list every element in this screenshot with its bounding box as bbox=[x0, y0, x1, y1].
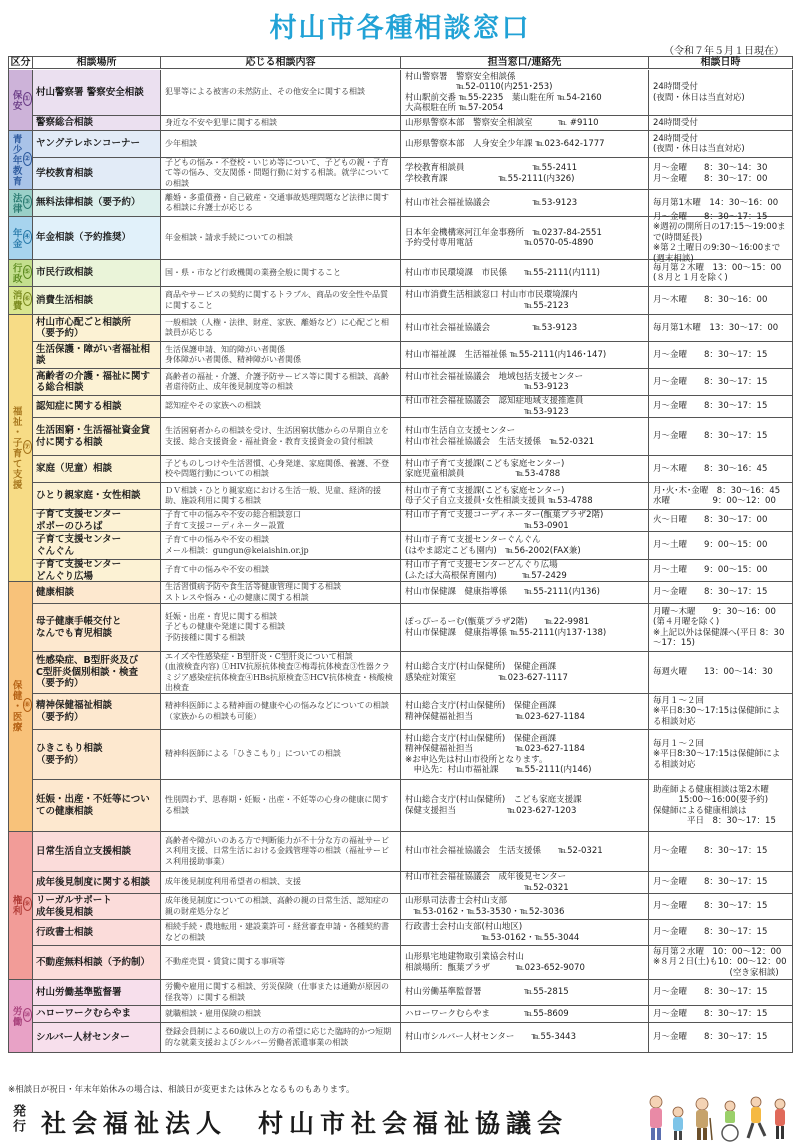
consult-content: 子どものしつけや生活習慣、心身発達、家庭関係、養護、不登校や問題行動についての相談 bbox=[161, 456, 401, 483]
consult-content: 生活保護申請、知的障がい者関係 身体障がい者関係、精神障がい者関係 bbox=[161, 342, 401, 369]
consult-place-name: ひきこもり相談 （要予約） bbox=[33, 730, 161, 780]
consultation-table bbox=[8, 56, 793, 1053]
consult-hours: 月～金曜 8：30～17：15 bbox=[649, 920, 793, 946]
contact-info: 学校教育相談員 ℡55-2411 学校教育課 ℡55-2111(内326) bbox=[401, 158, 649, 190]
consult-hours: 月～土曜 9：00～15：00 bbox=[649, 560, 793, 582]
consult-place-name: 子育て支援センター どんぐり広場 bbox=[33, 560, 161, 582]
contact-info: 村山市子育て支援課(こども家庭センター) 母子父子自立支援員･女性相談支援員 ℡53-4788 bbox=[401, 483, 649, 510]
contact-info: 村山市社会福祉協議会 地域包括支援センター ℡53-9123 bbox=[401, 369, 649, 396]
contact-info: ぽっぴーるーむ(甑葉プラザ2階) ℡22-9981 村山市保健課 健康指導係 ℡55-2111(内137･138) bbox=[401, 604, 649, 652]
consult-place-name: 村山労働基準監督署 bbox=[33, 980, 161, 1006]
category-number: ⑧ bbox=[23, 698, 33, 712]
contact-info: 村山市社会福祉協議会 生活支援係 ℡52-0321 bbox=[401, 832, 649, 872]
consult-content: 登録会員制による60歳以上の方の希望に応じた臨時的かつ短期的な就業支援およびシルバー労働者派遣事業の相談 bbox=[161, 1023, 401, 1053]
consult-hours: 毎月第1木曜 13：30～17：00 bbox=[649, 315, 793, 342]
contact-info: 村山市子育て支援センターどんぐり広場 (ふたば大高根保育園内) ℡57-2429 bbox=[401, 560, 649, 582]
contact-info: 村山市子育て支援課(こども家庭センター) 家庭児童相談員 ℡53-4788 bbox=[401, 456, 649, 483]
contact-info: 村山市シルバー人材センター ℡55-3443 bbox=[401, 1023, 649, 1053]
contact-info: 山形県警察本部 人身安全少年課 ℡023-642-1777 bbox=[401, 131, 649, 158]
contact-info: 村山市市民環境課 市民係 ℡55-2111(内111) bbox=[401, 260, 649, 287]
consult-hours: 月～金曜 8：30～14：30 月～金曜 8：30～17：00 bbox=[649, 158, 793, 190]
consult-place-name: ハローワークむらやま bbox=[33, 1006, 161, 1023]
category-label: 労働 bbox=[10, 1005, 22, 1027]
category-label: 青少年教育 bbox=[10, 133, 22, 187]
contact-info: 村山労働基準監督署 ℡55-2815 bbox=[401, 980, 649, 1006]
person-icon bbox=[650, 1096, 662, 1140]
consult-content: 性別問わず、思春期・妊娠・出産・不妊等の心身の健康に関する相談 bbox=[161, 780, 401, 832]
consult-content: 年金相談・請求手続についての相談 bbox=[161, 217, 401, 260]
consult-content: 子育て中の悩みや不安の相談 メール相談：gungun@keiaishin.or.jp bbox=[161, 532, 401, 560]
consult-content: 子どもの悩み・不登校・いじめ等について、子どもの親・子育て等の悩み、交友関係・問題行動に対する相談。就学についての相談 bbox=[161, 158, 401, 190]
category-number: ⑨ bbox=[23, 897, 33, 911]
category-label: 行政 bbox=[10, 262, 22, 284]
consult-content: 精神科医師による「ひきこもり」についての相談 bbox=[161, 730, 401, 780]
worker-icon bbox=[775, 1099, 785, 1139]
runner-icon bbox=[748, 1097, 765, 1138]
category-number: ⑩ bbox=[23, 1008, 33, 1022]
category-cell bbox=[9, 980, 33, 1053]
consult-place-name: 無料法律相談（要予約） bbox=[33, 190, 161, 217]
contact-info: 村山総合支庁(村山保健所) 保健企画課 精神保健福祉担当 ℡023-627-1184 bbox=[401, 694, 649, 730]
consult-place-name: 学校教育相談 bbox=[33, 158, 161, 190]
consult-hours: 毎週火曜 13：00～14：30 bbox=[649, 652, 793, 694]
contact-info: 山形県宅地建物取引業協会村山 相談場所：甑葉プラザ ℡023-652-9070 bbox=[401, 946, 649, 980]
contact-info: 村山市社会福祉協議会 認知症地域支援推進員 ℡53-9123 bbox=[401, 396, 649, 418]
contact-info: 村山市保健課 健康指導係 ℡55-2111(内136) bbox=[401, 582, 649, 604]
consult-place-name: 健康相談 bbox=[33, 582, 161, 604]
consult-hours: 月～金曜 8：30～17：15 bbox=[649, 1006, 793, 1023]
consult-content: 認知症やその家族への相談 bbox=[161, 396, 401, 418]
consult-content: 精神科医師による精神面の健康や心の悩みなどについての相談（家族からの相談も可能） bbox=[161, 694, 401, 730]
consult-hours: 月～木曜 8：30～16：00 bbox=[649, 287, 793, 315]
consult-place-name: 村山警察署 警察安全相談 bbox=[33, 70, 161, 116]
contact-info: ハローワークむらやま ℡55-8609 bbox=[401, 1006, 649, 1023]
header-time: 相談日時 bbox=[649, 57, 793, 69]
consult-hours: 月～金曜 8：30～17：15 bbox=[649, 342, 793, 369]
category-cell bbox=[9, 190, 33, 217]
consult-content: 身近な不安や犯罪に関する相談 bbox=[161, 116, 401, 131]
contact-info: 村山市生活自立支援センター 村山市社会福祉協議会 生活支援係 ℡52-0321 bbox=[401, 418, 649, 456]
consult-hours: 24時間受付 (夜間・休日は当直対応) bbox=[649, 70, 793, 116]
consult-place-name: 日常生活自立支援相談 bbox=[33, 832, 161, 872]
consult-content: 不動産売買・賃貸に関する事項等 bbox=[161, 946, 401, 980]
consult-content: 一般相談（人権・法律、財産、家族、離婚など）に心配ごと相談員が応じる bbox=[161, 315, 401, 342]
category-number: ② bbox=[23, 152, 33, 166]
consult-place-name: シルバー人材センター bbox=[33, 1023, 161, 1053]
consult-content: 子育て中の悩みや不安の相談 bbox=[161, 560, 401, 582]
category-label: 保健・医療 bbox=[10, 680, 22, 733]
consult-place-name: 市民行政相談 bbox=[33, 260, 161, 287]
header-category: 区分 bbox=[9, 57, 33, 69]
consult-content: 離婚・多重債務・自己破産・交通事故処理問題など法律に関する相談に弁護士が応じる bbox=[161, 190, 401, 217]
consult-hours: 24時間受付 bbox=[649, 116, 793, 131]
consult-place-name: 行政書士相談 bbox=[33, 920, 161, 946]
consult-hours: 月～金曜 8：30～17：15 bbox=[649, 582, 793, 604]
category-label: 権利 bbox=[10, 895, 22, 916]
contact-info: 村山市社会福祉協議会 ℡53-9123 bbox=[401, 315, 649, 342]
header-place: 相談場所 bbox=[33, 57, 161, 69]
contact-info: 村山総合支庁(村山保健所) 保健企画課 感染症対策室 ℡023-627-1117 bbox=[401, 652, 649, 694]
consult-content: 犯罪等による被害の未然防止、その他安全に関する相談 bbox=[161, 70, 401, 116]
consult-place-name: ヤングテレホンコーナー bbox=[33, 131, 161, 158]
consult-place-name: 高齢者の介護・福祉に関する総合相談 bbox=[33, 369, 161, 396]
contact-info: 村山市社会福祉協議会 ℡53-9123 bbox=[401, 190, 649, 217]
category-number: ① bbox=[23, 92, 33, 106]
child-icon bbox=[673, 1107, 683, 1140]
contact-info: 村山市子育て支援コーディネーター(甑葉プラザ2階) ℡53-0901 bbox=[401, 510, 649, 532]
category-cell bbox=[9, 131, 33, 190]
contact-info: 行政書士会村山支部(村山地区) ℡53-0162・℡55-3044 bbox=[401, 920, 649, 946]
category-label: 年金 bbox=[10, 227, 22, 249]
consult-content: 子育て中の悩みや不安の総合相談窓口 子育て支援コーディネーター設置 bbox=[161, 510, 401, 532]
consult-hours: 月～土曜 9：00～15：00 bbox=[649, 532, 793, 560]
consult-place-name: 子育て支援センター ポポーのひろば bbox=[33, 510, 161, 532]
family-illustration bbox=[644, 1088, 794, 1144]
consult-content: 高齢者の福祉・介護、介護予防サービス等に関する相談、高齢者虐待防止、成年後見制度等の相談 bbox=[161, 369, 401, 396]
consult-content: 妊娠・出産・育児に関する相談 子どもの健康や発達に関する相談 予防接種に関する相談 bbox=[161, 604, 401, 652]
consult-hours: 月～金曜 8：30～17：15 bbox=[649, 369, 793, 396]
contact-info: 村山総合支庁(村山保健所) 保健企画課 精神保健福祉担当 ℡023-627-1184 ※お申込先は村山市役所となります。 申込先：村山市福祉課 ℡55-2111(内146) bbox=[401, 730, 649, 780]
consult-content: 生活困窮者からの相談を受け、生活困窮状態からの早期自立を支援、総合支援資金・福祉資金・教育支援資金の貸付相談 bbox=[161, 418, 401, 456]
consult-hours: 月～金曜 8：30～17：15 ※週初の開所日の17:15～19:00まで(時間延長) ※第２土曜日の9:30～16:00まで(週末相談) bbox=[649, 217, 793, 260]
consult-place-name: ひとり親家庭・女性相談 bbox=[33, 483, 161, 510]
category-number: ③ bbox=[23, 195, 33, 209]
consult-place-name: 性感染症、B型肝炎及び C型肝炎個別相談・検査 （要予約） bbox=[33, 652, 161, 694]
page-title: 村山市各種相談窓口 bbox=[269, 13, 531, 44]
consult-place-name: 警察総合相談 bbox=[33, 116, 161, 131]
contact-info: 山形県司法書士会村山支部 ℡53-0162・℡53-3530・℡52-3036 bbox=[401, 894, 649, 920]
category-number: ⑦ bbox=[23, 440, 33, 454]
consult-hours: 月曜～木曜 9：30～16：00 (第４月曜を除く) ※上記以外は保健課へ(平日 8：30～17：15) bbox=[649, 604, 793, 652]
consult-place-name: リーガルサポート 成年後見相談 bbox=[33, 894, 161, 920]
publisher-label: 発行 bbox=[10, 1104, 25, 1134]
category-cell bbox=[9, 582, 33, 832]
consult-content: 高齢者や障がいのある方で判断能力が不十分な方の福祉サービス利用支援、日常生活における金銭管理等の相談（福祉サービス利用援助事業） bbox=[161, 832, 401, 872]
consult-place-name: 村山市心配ごと相談所 （要予約） bbox=[33, 315, 161, 342]
contact-info: 村山市福祉課 生活福祉係 ℡55-2111(内146･147) bbox=[401, 342, 649, 369]
consult-hours: 24時間受付 (夜間・休日は当直対応) bbox=[649, 131, 793, 158]
consult-place-name: 生活保護・障がい者福祉相談 bbox=[33, 342, 161, 369]
consult-hours: 助産師よる健康相談は第2木曜 15:00～16:00(要予約) 保健師による健康相談は 平日 8：30～17：15 bbox=[649, 780, 793, 832]
contact-info: 山形県警察本部 警察安全相談室 ℡ #9110 bbox=[401, 116, 649, 131]
consult-place-name: 認知症に関する相談 bbox=[33, 396, 161, 418]
consult-content: ＤＶ相談・ひとり親家庭における生活一般、児童、経済的援助、施設利用に関する相談 bbox=[161, 483, 401, 510]
wheelchair-icon bbox=[722, 1101, 738, 1141]
consult-hours: 月･火･木･金曜 8：30～16：45 水曜 9：00～12：00 bbox=[649, 483, 793, 510]
consult-place-name: 消費生活相談 bbox=[33, 287, 161, 315]
publisher-name: 社会福祉法人 村山市社会福祉協議会 bbox=[41, 1109, 569, 1138]
consult-hours: 毎月第２水曜 10：00～12：00 ※８月２日(土)も10：00～12：00 (空き家相談) bbox=[649, 946, 793, 980]
category-cell bbox=[9, 832, 33, 980]
header-content: 応じる相談内容 bbox=[161, 57, 401, 69]
consult-hours: 月～金曜 8：30～17：15 bbox=[649, 894, 793, 920]
consult-hours: 毎月第1木曜 14：30～16：00 bbox=[649, 190, 793, 217]
consult-content: 生活習慣病予防や食生活等健康管理に関する相談 ストレスや悩み・心の健康に関する相談 bbox=[161, 582, 401, 604]
consult-place-name: 年金相談（予約推奨） bbox=[33, 217, 161, 260]
consult-place-name: 家庭（児童）相談 bbox=[33, 456, 161, 483]
contact-info: 村山警察署 警察安全相談係 ℡52-0110(内251･253) 村山駅前交番 ℡55-2235 葉山駐在所 ℡54-2160 大高根駐在所 ℡57-2054 bbox=[401, 70, 649, 116]
consult-hours: 月～金曜 8：30～17：15 bbox=[649, 832, 793, 872]
consult-content: 労働や雇用に関する相談、労災保険（仕事または通勤が原因の怪我等）に関する相談 bbox=[161, 980, 401, 1006]
consult-place-name: 生活困窮・生活福祉資金貸付に関する相談 bbox=[33, 418, 161, 456]
consult-hours: 毎月１～２回 ※平日8:30～17:15は保健師による相談対応 bbox=[649, 730, 793, 780]
consult-place-name: 精神保健福祉相談 （要予約） bbox=[33, 694, 161, 730]
consult-content: 成年後見制度利用希望者の相談、支援 bbox=[161, 872, 401, 894]
header-contact: 担当窓口/連絡先 bbox=[401, 57, 649, 69]
consult-content: 相続手続・農地転用・建設業許可・経営審査申請・各種契約書などの相談 bbox=[161, 920, 401, 946]
as-of-date: （令和７年５月１日現在） bbox=[664, 46, 784, 57]
category-cell bbox=[9, 260, 33, 287]
contact-info: 村山市社会福祉協議会 成年後見センター ℡52-0321 bbox=[401, 872, 649, 894]
consult-place-name: 成年後見制度に関する相談 bbox=[33, 872, 161, 894]
contact-info: 村山市消費生活相談窓口 村山市市民環境課内 ℡55-2123 bbox=[401, 287, 649, 315]
category-cell bbox=[9, 217, 33, 260]
consult-place-name: 不動産無料相談（予約制） bbox=[33, 946, 161, 980]
elder-icon bbox=[696, 1098, 712, 1140]
consult-hours: 月～金曜 8：30～17：15 bbox=[649, 980, 793, 1006]
consult-hours: 毎月第２木曜 13：00～15：00 (８月と１月を除く) bbox=[649, 260, 793, 287]
consult-content: 就職相談・雇用保険の相談 bbox=[161, 1006, 401, 1023]
consult-place-name: 子育て支援センター ぐんぐん bbox=[33, 532, 161, 560]
consult-content: 少年相談 bbox=[161, 131, 401, 158]
consult-hours: 毎月１～２回 ※平日8:30～17:15は保健師による相談対応 bbox=[649, 694, 793, 730]
category-label: 保安 bbox=[10, 89, 22, 111]
consult-hours: 月～金曜 8：30～17：15 bbox=[649, 1023, 793, 1053]
contact-info: 村山総合支庁(村山保健所) こども家庭支援課 保健支援担当 ℡023-627-1203 bbox=[401, 780, 649, 832]
category-cell bbox=[9, 70, 33, 131]
consult-content: 成年後見制度についての相談、高齢の親の日常生活、認知症の親の財産処分など bbox=[161, 894, 401, 920]
consult-hours: 月～金曜 8：30～17：15 bbox=[649, 872, 793, 894]
category-label: 福祉・子育て支援 bbox=[10, 406, 22, 490]
category-cell bbox=[9, 287, 33, 315]
contact-info: 村山市子育て支援センターぐんぐん (はやま認定こども園内) ℡56-2002(FAX兼) bbox=[401, 532, 649, 560]
category-label: 法律 bbox=[10, 192, 22, 214]
consult-hours: 月～金曜 8：30～17：15 bbox=[649, 396, 793, 418]
category-number: ④ bbox=[23, 230, 33, 244]
consult-content: 商品やサービスの契約に関するトラブル、商品の安全性や品質に関すること bbox=[161, 287, 401, 315]
consult-content: エイズや性感染症・B型肝炎・C型肝炎について相談 (血液検査内容) ①HIV抗原抗体検査②梅毒抗体検査③性器クラミジア感染症抗体検査④HBs抗原検査⑤HCV抗体検査・核酸検出検査 bbox=[161, 652, 401, 694]
consult-hours: 月～金曜 8：30～17：15 bbox=[649, 418, 793, 456]
category-number: ⑥ bbox=[23, 292, 33, 306]
consult-place-name: 母子健康手帳交付と なんでも育児相談 bbox=[33, 604, 161, 652]
contact-info: 日本年金機構寒河江年金事務所 ℡0237-84-2551 予約受付専用電話 ℡0570-05-4890 bbox=[401, 217, 649, 260]
consult-place-name: 妊娠・出産・不妊等についての健康相談 bbox=[33, 780, 161, 832]
consult-hours: 月～木曜 8：30～16：45 bbox=[649, 456, 793, 483]
category-cell bbox=[9, 315, 33, 582]
category-number: ⑤ bbox=[23, 265, 33, 279]
category-label: 消費 bbox=[10, 290, 22, 311]
consult-hours: 火～日曜 8：30～17：00 bbox=[649, 510, 793, 532]
consult-content: 国・県・市など行政機関の業務全般に関すること bbox=[161, 260, 401, 287]
footnote: ※相談日が祝日・年末年始休みの場合は、相談日が変更または休みとなるものもあります。 bbox=[8, 1085, 355, 1095]
